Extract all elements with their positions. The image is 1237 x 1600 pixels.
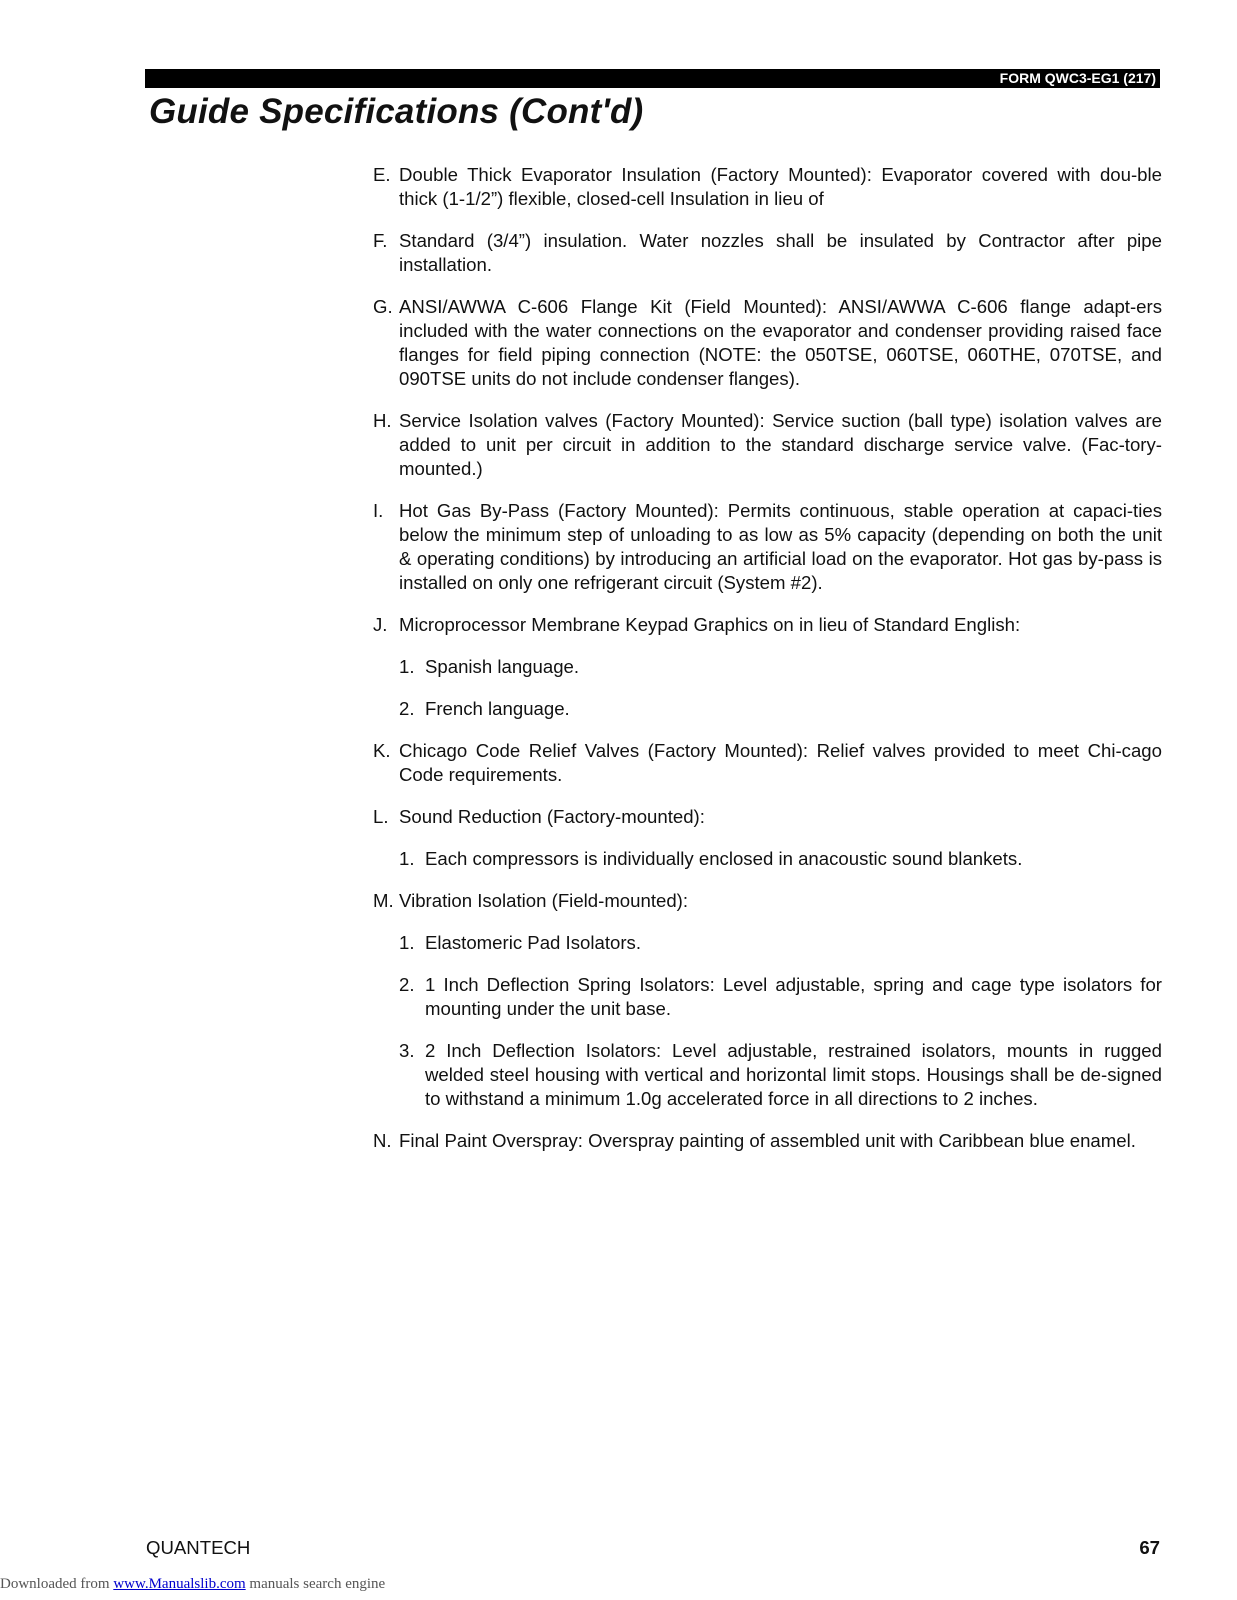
- item-marker: H.: [373, 410, 392, 431]
- item-text: Sound Reduction (Factory-mounted):: [399, 806, 705, 827]
- item-marker: I.: [373, 500, 384, 521]
- item-marker: N.: [373, 1130, 392, 1151]
- form-label: FORM QWC3-EG1 (217): [999, 70, 1156, 86]
- subitem-marker: 1.: [399, 656, 415, 677]
- download-prefix: Downloaded from: [0, 1576, 114, 1592]
- item-marker: F.: [373, 230, 388, 251]
- item-marker: M.: [373, 890, 394, 911]
- spec-item-e: [373, 163, 1162, 211]
- item-text: Double Thick Evaporator Insulation (Factory Mounted): Evaporator covered with dou-ble thick (1-1/2”) flexible, closed-cell Insulation in lieu of: [399, 164, 1162, 209]
- spec-subitem-j1: [399, 655, 1162, 679]
- spec-list: [373, 163, 1162, 1171]
- spec-subitem-j2: [399, 697, 1162, 721]
- footer-brand: QUANTECH: [146, 1537, 251, 1558]
- subitem-text: French language.: [425, 698, 570, 719]
- subitem-marker: 2.: [399, 698, 415, 719]
- spec-item-f: [373, 229, 1162, 277]
- spec-subitem-m2: [399, 973, 1162, 1021]
- item-text: ANSI/AWWA C-606 Flange Kit (Field Mounted): ANSI/AWWA C-606 flange adapt-ers included with the water connections on the evaporator and condenser providing raised face flanges for field piping connection (NOTE: the 050TSE, 060TSE, 060THE, 070TSE, and 090TSE units do not include condenser flanges).: [399, 296, 1162, 389]
- spec-item-g: [373, 295, 1162, 391]
- item-marker: J.: [373, 614, 388, 635]
- form-header-bar: [145, 69, 1160, 88]
- spec-subitem-m1: [399, 931, 1162, 955]
- spec-item-m: [373, 889, 1162, 913]
- subitem-text: 2 Inch Deflection Isolators: Level adjustable, restrained isolators, mounts in rugged welded steel housing with vertical and horizontal limit stops. Housings shall be de-signed to withstand a minimum 1.0g accelerated force in all directions to 2 inches.: [425, 1040, 1162, 1109]
- spec-item-i: [373, 499, 1162, 595]
- spec-item-l: [373, 805, 1162, 829]
- item-text: Chicago Code Relief Valves (Factory Mounted): Relief valves provided to meet Chi-cago Code requirements.: [399, 740, 1162, 785]
- page-number: 67: [1139, 1537, 1160, 1558]
- item-text: Hot Gas By-Pass (Factory Mounted): Permits continuous, stable operation at capaci-ties below the minimum step of unloading to as low as 5% capacity (depending on both the unit & operating conditions) by introducing an artificial load on the evaporator. Hot gas by-pass is installed on only one refrigerant circuit (System #2).: [399, 500, 1162, 593]
- subitem-text: 1 Inch Deflection Spring Isolators: Level adjustable, spring and cage type isolators for mounting under the unit base.: [425, 974, 1162, 1019]
- subitem-marker: 2.: [399, 974, 415, 995]
- item-marker: E.: [373, 164, 391, 185]
- spec-item-k: [373, 739, 1162, 787]
- subitem-marker: 1.: [399, 932, 415, 953]
- item-text: Vibration Isolation (Field-mounted):: [399, 890, 689, 911]
- download-notice: [0, 1576, 385, 1593]
- subitem-text: Spanish language.: [425, 656, 580, 677]
- item-marker: G.: [373, 296, 393, 317]
- item-marker: L.: [373, 806, 389, 827]
- item-text: Final Paint Overspray: Overspray painting of assembled unit with Caribbean blue enamel.: [399, 1130, 1136, 1151]
- page-title: Guide Specifications (Cont'd): [149, 92, 644, 131]
- spec-item-j: [373, 613, 1162, 637]
- spec-subitem-m3: [399, 1039, 1162, 1111]
- item-text: Service Isolation valves (Factory Mounted): Service suction (ball type) isolation valves are added to unit per circuit in addition to the standard discharge service valve. (Fac-tory-mounted.): [399, 410, 1162, 479]
- spec-item-n: [373, 1129, 1162, 1153]
- subitem-marker: 3.: [399, 1040, 415, 1061]
- item-text: Standard (3/4”) insulation. Water nozzles shall be insulated by Contractor after pipe installation.: [399, 230, 1162, 275]
- manualslib-link[interactable]: www.Manualslib.com: [113, 1576, 246, 1592]
- subitem-text: Elastomeric Pad Isolators.: [425, 932, 641, 953]
- subitem-marker: 1.: [399, 848, 415, 869]
- spec-item-h: [373, 409, 1162, 481]
- item-marker: K.: [373, 740, 391, 761]
- spec-subitem-l1: [399, 847, 1162, 871]
- item-text: Microprocessor Membrane Keypad Graphics on in lieu of Standard English:: [399, 614, 1021, 635]
- subitem-text: Each compressors is individually enclosed in anacoustic sound blankets.: [425, 848, 1023, 869]
- download-suffix: manuals search engine: [245, 1576, 386, 1592]
